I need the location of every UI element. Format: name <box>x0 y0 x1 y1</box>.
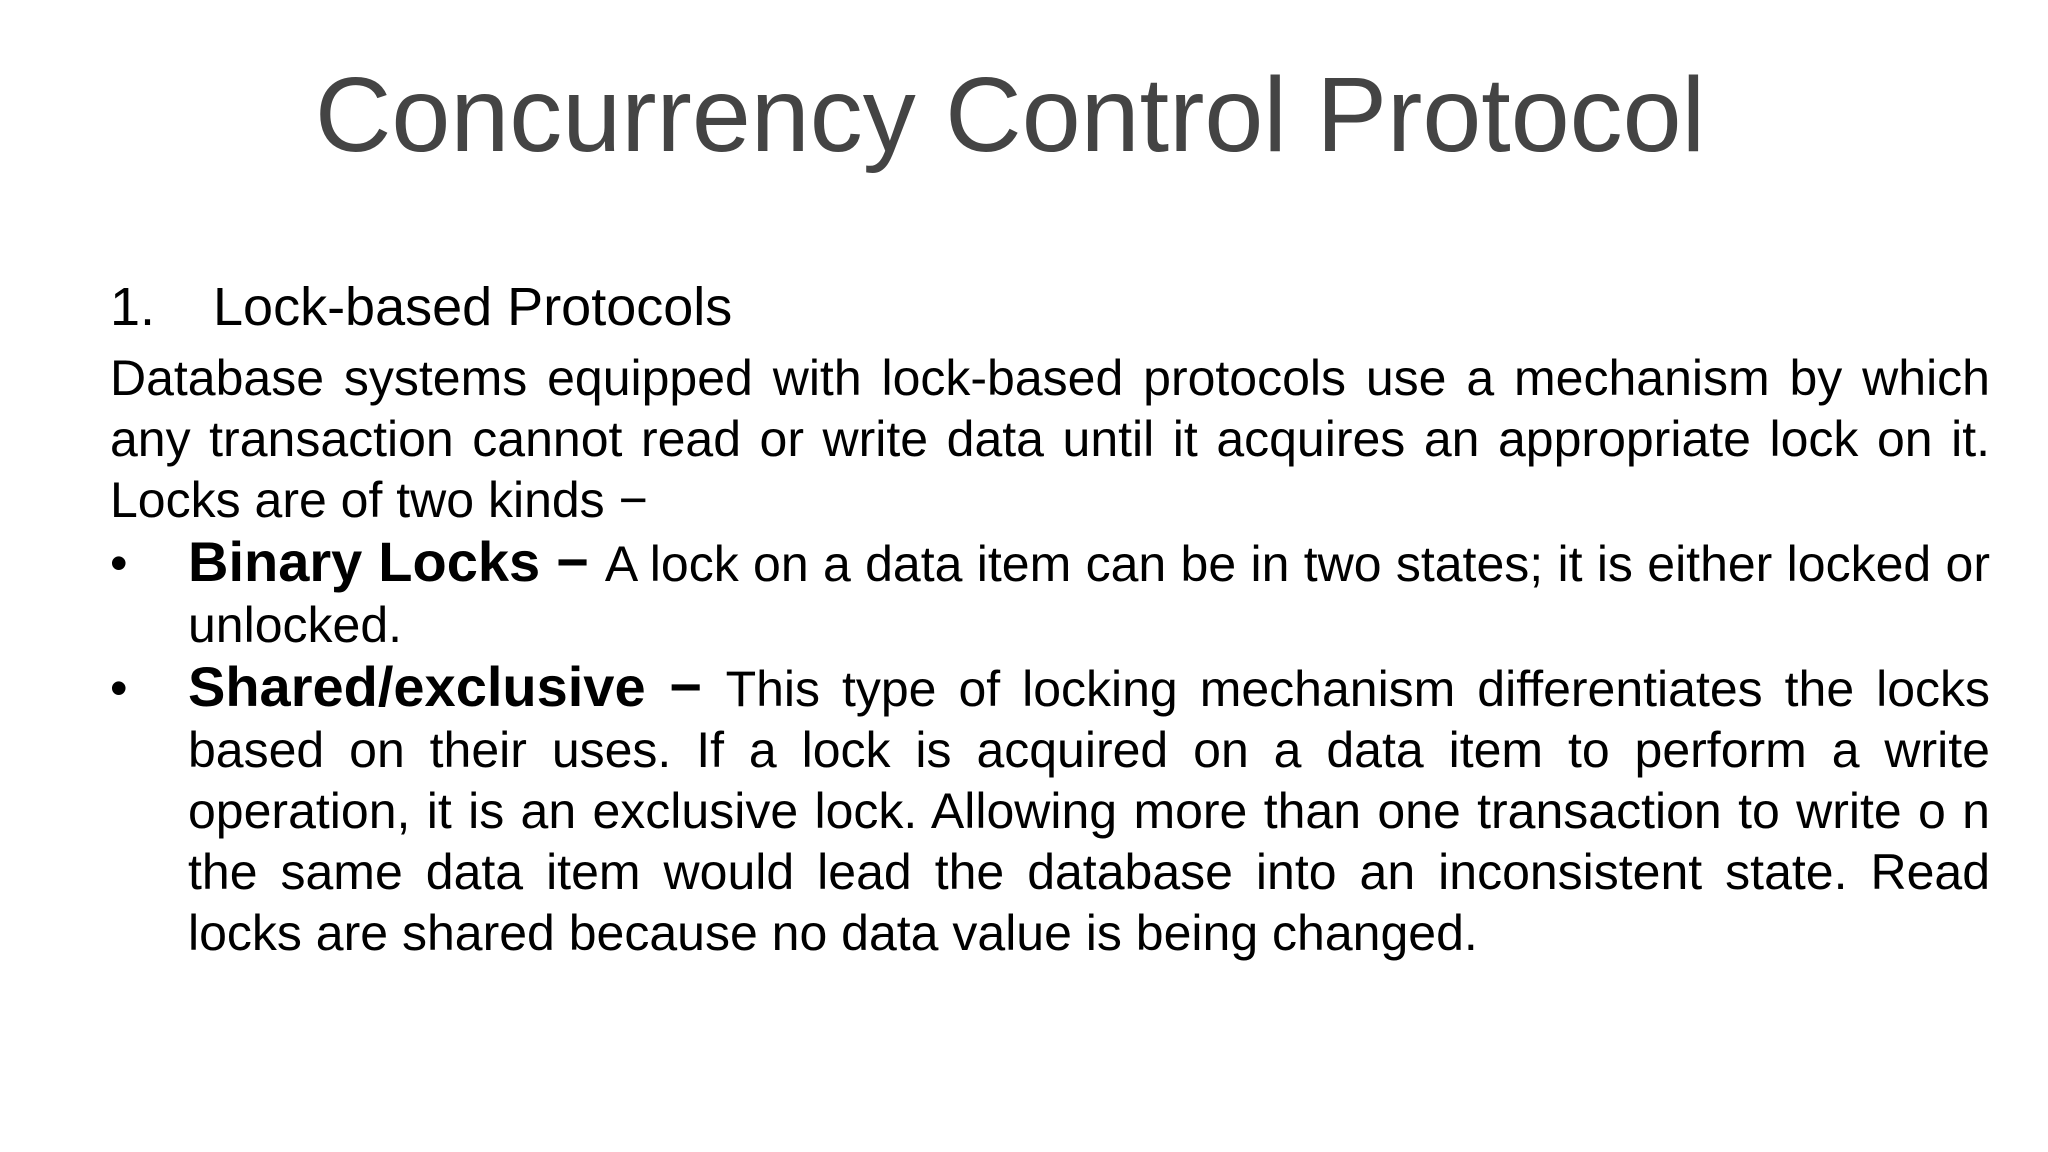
bullet-item-binary-locks <box>110 531 1990 656</box>
bullet-text: This type of locking mechanism differentiates the locks based on their uses. If a lock is acquired on a data item to perform a write operation, it is an exclusive lock. Allowing more than one transaction to write o n the same data item would lead the database into an inconsistent state. Read locks are shared because no data value is being changed. <box>188 661 1990 961</box>
bullet-list <box>110 531 1990 964</box>
bullet-body <box>188 656 1990 964</box>
bullet-term: Binary Locks <box>188 530 541 593</box>
slide-content <box>110 272 1990 964</box>
section-heading-text: Lock-based Protocols <box>213 277 733 337</box>
bullet-term: Shared/exclusive <box>188 655 646 718</box>
bullet-marker: • <box>110 535 128 591</box>
section-heading <box>110 272 1990 342</box>
section-number: 1. <box>110 277 156 337</box>
slide-title: Concurrency Control Protocol <box>314 56 1706 174</box>
bullet-separator: − <box>540 530 605 593</box>
bullet-item-shared-exclusive <box>110 656 1990 964</box>
intro-paragraph: Database systems equipped with lock-based protocols use a mechanism by which any transaction cannot read or write data until it acquires an appropriate lock on it. Locks are of two kinds − <box>110 350 1990 528</box>
bullet-marker: • <box>110 660 128 716</box>
bullet-separator: − <box>645 655 726 718</box>
bullet-body <box>188 531 1990 656</box>
bullet-text: A lock on a data item can be in two states; it is either locked or unlocked. <box>188 536 1990 653</box>
